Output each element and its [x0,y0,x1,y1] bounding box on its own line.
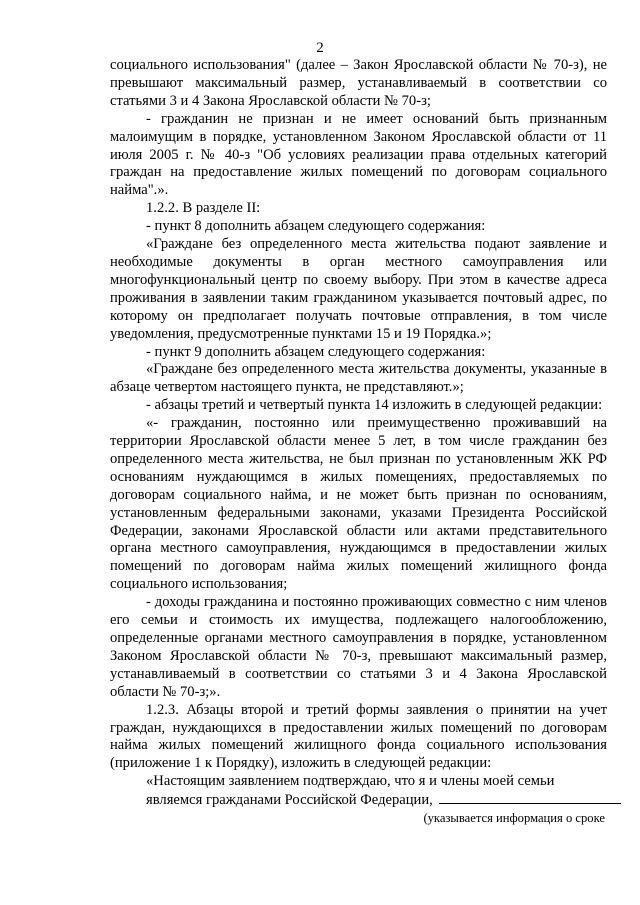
paragraph-application-form: «Настоящим заявлением подтверждаю, что я и члены моей семьи [146,773,555,790]
paragraph-point-8-text: «Граждане без определенного места жительства подают заявление и необходимые документы в орган местного самоуправления или многофункциональный центр по своему выбору. При этом в качестве адреса проживания в заявлении таким гражданином указывается почтовый адрес, по которому он предполагает получать почтовые отправления, в том числе уведомления, предусмотренные пунктами 15 и 19 Порядка.»; [110,236,607,342]
application-citizenship-line [110,791,607,810]
paragraph-section-1-2-2: 1.2.2. В разделе II: [146,200,261,217]
paragraph-point-9-text: «Граждане без определенного места жительства документы, указанные в абзаце четвертом настоящего пункта, не представляют.»; [110,361,607,396]
paragraph-section-1-2-3: 1.2.3. Абзацы второй и третий формы заявления о принятии на учет граждан, нуждающихся в предоставлении жилых помещений по договорам найма жилых помещений жилищного фонда социального использования (приложение 1 к Порядку), изложить в следующей редакции: [110,701,607,772]
paragraph-point-8-intro: - пункт 8 дополнить абзацем следующего содержания: [146,218,486,235]
paragraph-point-14-intro: - абзацы третий и четвертый пункта 14 изложить в следующей редакции: [146,397,603,414]
paragraph-continuation: социального использования" (далее – Закон Ярославской области № 70-з), не превышают максимальный размер, устанавливаемый в соответствии со статьями 3 и 4 Закона Ярославской области № 70-з; [110,57,607,109]
paragraph-point-14-income: - доходы гражданина и постоянно проживающих совместно с ним членов его семьи и стоимость их имущества, подлежащего налогообложению, определенные органами местного самоуправления в порядке, установленном Законом Ярославской области № 70-з, превышают максимальный размер, устанавливаемый в соответствии со статьями 3 и 4 Закона Ярославской области № 70-з;». [110,594,607,700]
citizenship-text: являемся гражданами Российской Федерации, [146,792,433,809]
document-body [110,57,607,826]
paragraph-condition-low-income: - гражданин не признан и не имеет оснований быть признанным малоимущим в порядке, установленном Законом Ярославской области от 11 июля 2005 г. № 40-з "Об условиях реализации права отдельных категорий граждан на предоставление жилых помещений по договорам социального найма".». [110,110,607,199]
footnote-caption: (указывается информация о сроке [423,811,605,826]
blank-fill-line [439,791,621,804]
paragraph-point-9-intro: - пункт 9 дополнить абзацем следующего содержания: [146,343,486,360]
page-number: 2 [316,40,324,56]
paragraph-point-14-residence: «- гражданин, постоянно или преимущественно проживавший на территории Ярославской области менее 5 лет, в том числе гражданин без определенного места жительства, не был признан по установленным ЖК РФ основаниям нуждающимся в жилых помещениях, предоставляемых по договорам социального найма, и не может быть признан по основаниям, установленным федеральными законами, указами Президента Российской Федерации, законами Ярославской области или актами представительного органа местного самоуправления, нуждающимся в предоставлении жилых помещений по договорам найма жилых помещений жилищного фонда социального использования; [110,415,607,593]
